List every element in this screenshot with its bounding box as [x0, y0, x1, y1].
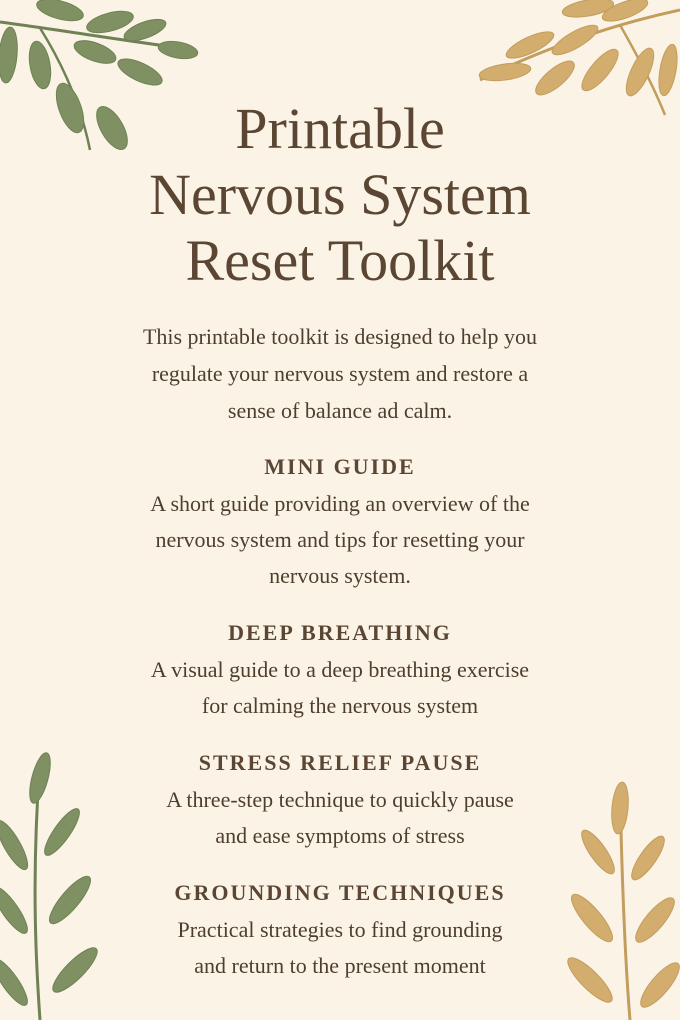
section-stress-relief-pause — [60, 748, 620, 854]
intro-line: sense of balance ad calm. — [227, 398, 453, 423]
title-line: Printable — [235, 96, 445, 161]
section-description-line: A short guide providing an overview of the — [150, 491, 530, 516]
intro-line: regulate your nervous system and restore a — [151, 361, 529, 386]
intro-line: This printable toolkit is designed to help you — [142, 324, 538, 349]
section-description-line: Practical strategies to find grounding — [177, 917, 503, 942]
title-line: Reset Toolkit — [185, 228, 495, 293]
intro-paragraph — [70, 318, 610, 429]
section-deep-breathing — [60, 618, 620, 724]
section-heading: GROUNDING TECHNIQUES — [174, 880, 506, 905]
section-description-line: A three-step technique to quickly pause — [166, 787, 514, 812]
section-description-line: and return to the present moment — [194, 953, 486, 978]
page-title — [0, 96, 680, 294]
section-description-line: A visual guide to a deep breathing exercise — [150, 657, 530, 682]
title-line: Nervous System — [149, 162, 531, 227]
section-heading: DEEP BREATHING — [228, 620, 452, 645]
section-heading: MINI GUIDE — [264, 454, 416, 479]
section-description-line: nervous system. — [269, 563, 411, 588]
section-grounding-techniques — [60, 878, 620, 984]
section-description-line: nervous system and tips for resetting your — [155, 527, 525, 552]
section-description-line: and ease symptoms of stress — [215, 823, 465, 848]
section-heading: STRESS RELIEF PAUSE — [198, 750, 482, 775]
section-description-line: for calming the nervous system — [201, 693, 479, 718]
section-mini-guide — [60, 452, 620, 594]
